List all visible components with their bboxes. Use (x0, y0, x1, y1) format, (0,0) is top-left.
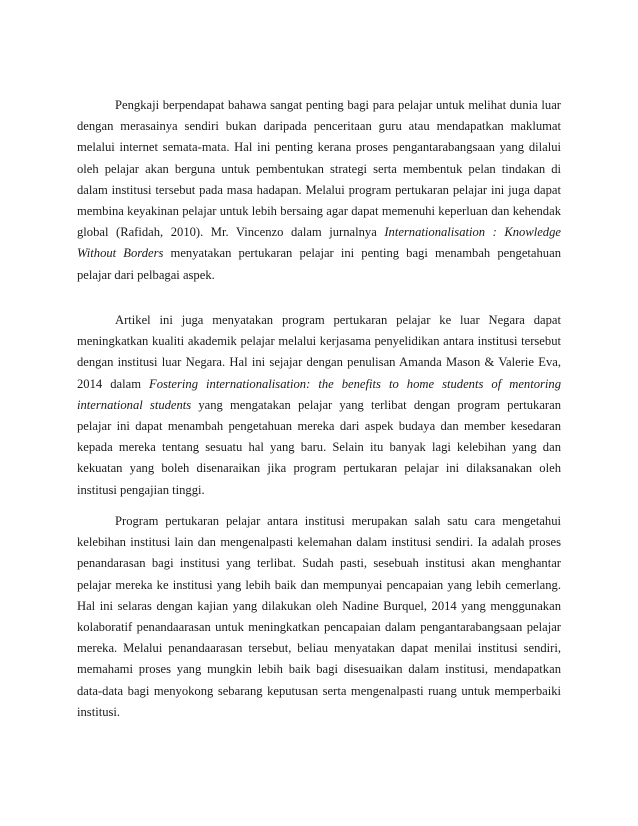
paragraph-2-text-1: Artikel ini juga menyatakan program pertukaran pelajar ke luar Negara dapat meningkatkan kualiti akademik pelajar melalui kerjasama penyelidikan antara institusi tersebut dengan institusi luar Negara. Hal ini sejajar dengan penulisan Amanda Mason & Valerie Eva, 2014 dalam (77, 313, 561, 391)
paragraph-1 (77, 95, 561, 286)
paragraph-1-text-1: Pengkaji berpendapat bahawa sangat penting bagi para pelajar untuk melihat dunia luar dengan merasainya sendiri bukan daripada penceritaan guru atau mendapatkan maklumat melalui internet semata-mata. Hal ini penting kerana proses pengantarabangsaan yang dilalui oleh pelajar akan berguna untuk pembentukan strategi serta membentuk pelan tindakan di dalam institusi tersebut pada masa hadapan. Melalui program pertukaran pelajar ini juga dapat membina keyakinan pelajar untuk lebih bersaing agar dapat memenuhi keperluan dan kehendak global (Rafidah, 2010). Mr. Vincenzo dalam jurnalnya (77, 98, 561, 240)
paragraph-1-text-2: menyatakan pertukaran pelajar ini penting bagi menambah pengetahuan pelajar dari pelbagai aspek. (77, 246, 561, 282)
paragraph-3-text-1: Program pertukaran pelajar antara institusi merupakan salah satu cara mengetahui kelebihan institusi lain dan mengenalpasti kelemahan dalam institusi sendiri. Ia adalah proses penandarasan bagi institusi yang terlibat. Sudah pasti, sesebuah institusi akan menghantar pelajar mereka ke institusi yang lebih baik dan mempunyai pencapaian yang lebih cemerlang. Hal ini selaras dengan kajian yang dilakukan oleh Nadine Burquel, 2014 yang menggunakan kolaboratif penandaarasan untuk meningkatkan pencapaian dalam pengantarabangsaan pelajar mereka. Melalui penandaarasan tersebut, beliau menyatakan dapat menilai institusi sendiri, memahami proses yang mungkin lebih baik bagi disesuaikan dalam institusi, mendapatkan data-data bagi menyokong sebarang keputusan serta mengenalpasti ruang untuk memperbaiki institusi. (77, 514, 561, 719)
paragraph-3 (77, 511, 561, 723)
paragraph-2-text-2: yang mengatakan pelajar yang terlibat dengan program pertukaran pelajar ini dapat menambah pengetahuan mereka dari aspek budaya dan member kesedaran kepada mereka tentang sesuatu hal yang baru. Selain itu banyak lagi kelebihan yang dan kekuatan yang boleh disenaraikan jika program pertukaran pelajar ini dilaksanakan oleh institusi pengajian tinggi. (77, 397, 561, 497)
paragraph-1-journal-title: Internationalisation : Knowledge Without Borders (77, 225, 561, 261)
paragraph-2 (77, 310, 561, 501)
paragraph-2-article-title: Fostering internationalisation: the benefits to home students of mentoring international students (77, 376, 561, 412)
